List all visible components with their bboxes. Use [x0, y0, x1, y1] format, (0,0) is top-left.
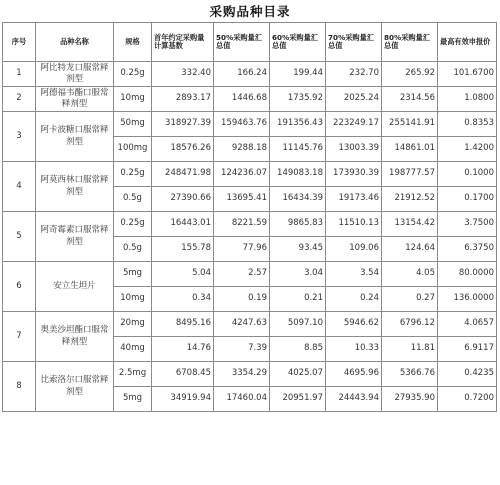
- base-cell: 0.34: [152, 287, 214, 312]
- price-cell: 0.4235: [438, 362, 497, 387]
- spec-cell: 5mg: [114, 262, 152, 287]
- table-row: [3, 212, 497, 237]
- p70-cell: 13003.39: [326, 137, 382, 162]
- header-p50: 50%采购量汇总值: [216, 33, 262, 50]
- spec-cell: 0.5g: [114, 187, 152, 212]
- p80-cell: 2314.56: [382, 87, 438, 112]
- p50-cell: 159463.76: [214, 112, 270, 137]
- spec-cell: 0.25g: [114, 62, 152, 87]
- p50-cell: 4247.63: [214, 312, 270, 337]
- p80-cell: 11.81: [382, 337, 438, 362]
- p60-cell: 11145.76: [270, 137, 326, 162]
- p70-cell: 11510.13: [326, 212, 382, 237]
- p80-cell: 21912.52: [382, 187, 438, 212]
- seq-cell: 5: [3, 212, 36, 262]
- base-cell: 332.40: [152, 62, 214, 87]
- p60-cell: 5097.10: [270, 312, 326, 337]
- spec-cell: 10mg: [114, 287, 152, 312]
- p70-cell: 5946.62: [326, 312, 382, 337]
- p60-cell: 8.85: [270, 337, 326, 362]
- seq-cell: 6: [3, 262, 36, 312]
- seq-cell: 7: [3, 312, 36, 362]
- product-name-cell: 安立生坦片: [36, 262, 114, 312]
- p70-cell: 0.24: [326, 287, 382, 312]
- p50-cell: 7.39: [214, 337, 270, 362]
- p60-cell: 9865.83: [270, 212, 326, 237]
- base-cell: 6708.45: [152, 362, 214, 387]
- seq-cell: 3: [3, 112, 36, 162]
- p50-cell: 1446.68: [214, 87, 270, 112]
- p70-cell: 2025.24: [326, 87, 382, 112]
- p60-cell: 149083.18: [270, 162, 326, 187]
- p80-cell: 124.64: [382, 237, 438, 262]
- p60-cell: 4025.07: [270, 362, 326, 387]
- header-price: 最高有效申报价: [440, 37, 491, 47]
- spec-cell: 100mg: [114, 137, 152, 162]
- seq-cell: 1: [3, 62, 36, 87]
- base-cell: 27390.66: [152, 187, 214, 212]
- p50-cell: 166.24: [214, 62, 270, 87]
- p50-cell: 8221.59: [214, 212, 270, 237]
- p80-cell: 4.05: [382, 262, 438, 287]
- header-p60: 60%采购量汇总值: [272, 33, 318, 50]
- price-cell: 101.6700: [438, 62, 497, 87]
- product-name-cell: 阿比特龙口服常释剂型: [36, 62, 114, 87]
- spec-cell: 40mg: [114, 337, 152, 362]
- product-name-cell: 阿卡波糖口服常释剂型: [36, 112, 114, 162]
- price-cell: 4.0657: [438, 312, 497, 337]
- base-cell: 34919.94: [152, 387, 214, 412]
- table-row: [3, 87, 497, 112]
- p50-cell: 124236.07: [214, 162, 270, 187]
- p60-cell: 16434.39: [270, 187, 326, 212]
- price-cell: 0.7200: [438, 387, 497, 412]
- page-title: 采购品种目录: [209, 4, 291, 19]
- price-cell: 0.1000: [438, 162, 497, 187]
- p50-cell: 0.19: [214, 287, 270, 312]
- p60-cell: 0.21: [270, 287, 326, 312]
- spec-cell: 20mg: [114, 312, 152, 337]
- p80-cell: 5366.76: [382, 362, 438, 387]
- price-cell: 136.0000: [438, 287, 497, 312]
- spec-cell: 5mg: [114, 387, 152, 412]
- header-row: [3, 23, 497, 62]
- spec-cell: 50mg: [114, 112, 152, 137]
- p60-cell: 20951.97: [270, 387, 326, 412]
- p70-cell: 24443.94: [326, 387, 382, 412]
- base-cell: 18576.26: [152, 137, 214, 162]
- p80-cell: 198777.57: [382, 162, 438, 187]
- spec-cell: 2.5mg: [114, 362, 152, 387]
- p60-cell: 3.04: [270, 262, 326, 287]
- p80-cell: 27935.90: [382, 387, 438, 412]
- seq-cell: 2: [3, 87, 36, 112]
- p80-cell: 14861.01: [382, 137, 438, 162]
- p80-cell: 265.92: [382, 62, 438, 87]
- p50-cell: 9288.18: [214, 137, 270, 162]
- p50-cell: 13695.41: [214, 187, 270, 212]
- base-cell: 16443.01: [152, 212, 214, 237]
- p50-cell: 3354.29: [214, 362, 270, 387]
- header-p80: 80%采购量汇总值: [384, 33, 430, 50]
- p70-cell: 109.06: [326, 237, 382, 262]
- p70-cell: 3.54: [326, 262, 382, 287]
- price-cell: 0.1700: [438, 187, 497, 212]
- p70-cell: 19173.46: [326, 187, 382, 212]
- price-cell: 1.0800: [438, 87, 497, 112]
- base-cell: 5.04: [152, 262, 214, 287]
- p70-cell: 223249.17: [326, 112, 382, 137]
- product-name-cell: 阿莫西林口服常释剂型: [36, 162, 114, 212]
- table-row: [3, 62, 497, 87]
- p50-cell: 77.96: [214, 237, 270, 262]
- p80-cell: 6796.12: [382, 312, 438, 337]
- p50-cell: 17460.04: [214, 387, 270, 412]
- p80-cell: 13154.42: [382, 212, 438, 237]
- seq-cell: 8: [3, 362, 36, 412]
- price-cell: 80.0000: [438, 262, 497, 287]
- p80-cell: 255141.91: [382, 112, 438, 137]
- product-name-cell: 阿德福韦酯口服常释剂型: [36, 87, 114, 112]
- product-name-cell: 比索洛尔口服常释剂型: [36, 362, 114, 412]
- table-row: [3, 112, 497, 137]
- p70-cell: 232.70: [326, 62, 382, 87]
- p70-cell: 173930.39: [326, 162, 382, 187]
- table-row: [3, 362, 497, 387]
- product-name-cell: 奥美沙坦酯口服常释剂型: [36, 312, 114, 362]
- base-cell: 155.78: [152, 237, 214, 262]
- base-cell: 318927.39: [152, 112, 214, 137]
- header-base: 首年约定采购量计算基数: [154, 33, 205, 50]
- header-seq: 序号: [3, 23, 36, 62]
- p50-cell: 2.57: [214, 262, 270, 287]
- p70-cell: 10.33: [326, 337, 382, 362]
- spec-cell: 0.25g: [114, 212, 152, 237]
- product-name-cell: 阿奇霉素口服常释剂型: [36, 212, 114, 262]
- price-cell: 6.3750: [438, 237, 497, 262]
- p80-cell: 0.27: [382, 287, 438, 312]
- base-cell: 2893.17: [152, 87, 214, 112]
- p60-cell: 93.45: [270, 237, 326, 262]
- p70-cell: 4695.96: [326, 362, 382, 387]
- header-name: 品种名称: [36, 23, 114, 62]
- spec-cell: 10mg: [114, 87, 152, 112]
- header-p70: 70%采购量汇总值: [328, 33, 374, 50]
- price-cell: 1.4200: [438, 137, 497, 162]
- price-cell: 0.8353: [438, 112, 497, 137]
- table-row: [3, 162, 497, 187]
- spec-cell: 0.5g: [114, 237, 152, 262]
- p60-cell: 1735.92: [270, 87, 326, 112]
- header-spec: 规格: [114, 23, 152, 62]
- p60-cell: 191356.43: [270, 112, 326, 137]
- seq-cell: 4: [3, 162, 36, 212]
- price-cell: 6.9117: [438, 337, 497, 362]
- table-row: [3, 262, 497, 287]
- p60-cell: 199.44: [270, 62, 326, 87]
- base-cell: 248471.98: [152, 162, 214, 187]
- table-row: [3, 312, 497, 337]
- base-cell: 8495.16: [152, 312, 214, 337]
- price-cell: 3.7500: [438, 212, 497, 237]
- procurement-table: [2, 22, 497, 412]
- spec-cell: 0.25g: [114, 162, 152, 187]
- base-cell: 14.76: [152, 337, 214, 362]
